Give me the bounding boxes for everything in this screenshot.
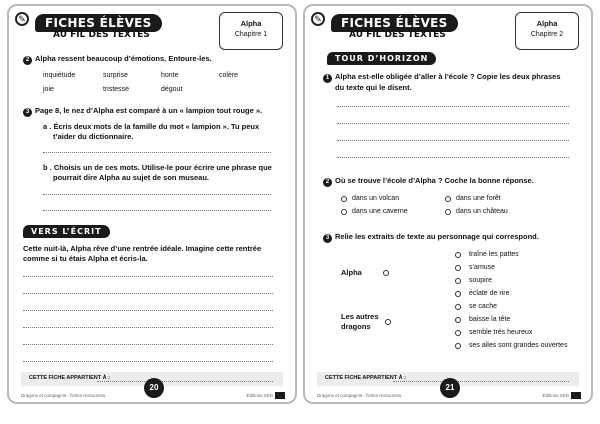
- publisher-logo: [275, 392, 285, 399]
- writing-line1: Cette nuit-là, Alpha rêve d’une rentrée idéale. Imagine cette rentrée: [23, 244, 262, 253]
- emotion-word[interactable]: tristesse: [103, 86, 130, 93]
- emotion-word[interactable]: surprise: [103, 72, 128, 79]
- chapter-subtitle: Chapitre 2: [530, 31, 564, 38]
- link-dot[interactable]: [455, 304, 461, 310]
- right-page: [303, 4, 593, 404]
- emotion-word[interactable]: honte: [161, 72, 179, 79]
- answer-line[interactable]: [337, 157, 569, 158]
- chapter-title: Alpha: [240, 19, 262, 28]
- writing-line[interactable]: [23, 293, 273, 294]
- link-dot[interactable]: [455, 252, 461, 258]
- answer-line[interactable]: [43, 194, 271, 195]
- credit-left: Dragons et compagnie - fiches ressources: [317, 393, 402, 398]
- question-3: [23, 106, 262, 117]
- extract-label: soupire: [469, 277, 492, 284]
- extract-label: semble très heureux: [469, 329, 533, 336]
- writing-line[interactable]: [23, 344, 273, 345]
- subquestion-text-line1: Choisis un de ces mots. Utilise-le pour écrire une phrase que: [53, 163, 272, 172]
- writing-line[interactable]: [23, 327, 273, 328]
- question-text: Page 8, le nez d’Alpha est comparé à un « lampion tout rouge ».: [35, 106, 263, 115]
- emotion-word[interactable]: joie: [43, 86, 54, 93]
- header-subtitle: AU FIL DES TEXTES: [53, 30, 150, 40]
- subquestion-text-line1: Écris deux mots de la famille du mot « lampion ». Tu peux: [53, 122, 260, 131]
- link-dot[interactable]: [385, 319, 391, 325]
- answer-line[interactable]: [337, 123, 569, 124]
- writing-line2: comme si tu étais Alpha et écris-la.: [23, 254, 148, 263]
- name-line[interactable]: [97, 381, 273, 382]
- link-dot[interactable]: [455, 317, 461, 323]
- footer-label: CETTE FICHE APPARTIENT À :: [325, 375, 406, 381]
- chapter-title: Alpha: [536, 19, 558, 28]
- chapter-box: [219, 12, 283, 50]
- subquestion-a: [43, 122, 259, 142]
- question-text: Alpha ressent beaucoup d’émotions. Entoure-les.: [35, 54, 212, 63]
- footer-label: CETTE FICHE APPARTIENT À :: [29, 375, 110, 381]
- link-dot[interactable]: [455, 291, 461, 297]
- character-dragons: [341, 312, 379, 332]
- question-number: 3: [23, 108, 32, 117]
- extract-label: s’amuse: [469, 264, 496, 271]
- writing-line[interactable]: [23, 361, 273, 362]
- extract-label: se cache: [469, 303, 498, 310]
- question-1: [323, 72, 561, 93]
- choice-radio[interactable]: [341, 196, 347, 202]
- answer-line[interactable]: [43, 152, 271, 153]
- answer-line[interactable]: [337, 140, 569, 141]
- link-dot[interactable]: [455, 343, 461, 349]
- choice-radio[interactable]: [445, 196, 451, 202]
- choice-label: dans un volcan: [352, 195, 400, 202]
- header-title: FICHES ÉLÈVES: [331, 14, 458, 32]
- page-number: 20: [144, 378, 164, 398]
- publisher-logo: [571, 392, 581, 399]
- emotion-word[interactable]: inquiétude: [43, 72, 76, 79]
- extract-label: baisse la tête: [469, 316, 511, 323]
- question-number: 2: [323, 178, 332, 187]
- question-text: Relie les extraits de texte au personnage qui correspond.: [335, 232, 539, 241]
- choice-radio[interactable]: [341, 209, 347, 215]
- chapter-subtitle: Chapitre 1: [234, 31, 268, 38]
- choice-label: dans un château: [456, 208, 508, 215]
- link-dot[interactable]: [455, 278, 461, 284]
- left-page: [7, 4, 297, 404]
- link-dot[interactable]: [455, 265, 461, 271]
- question-2: [323, 176, 534, 187]
- subquestion-label: a .: [43, 122, 52, 131]
- question-number: 2: [23, 56, 32, 65]
- question-number: 1: [323, 74, 332, 83]
- subquestion-text-line2: pourrait dire Alpha au sujet de son museau.: [53, 173, 210, 182]
- header-subtitle: AU FIL DES TEXTES: [349, 30, 446, 40]
- writing-line[interactable]: [23, 310, 273, 311]
- question-text-line2: du texte qui le disent.: [335, 83, 412, 92]
- extract-label: ses ailes sont grandes ouvertes: [469, 342, 568, 349]
- subquestion-b: [43, 163, 272, 183]
- subquestion-label: b .: [43, 163, 52, 172]
- credit-right: Éditions SED: [246, 393, 273, 398]
- character-dragons-line1: Les autres: [341, 312, 379, 321]
- character-dragons-line2: dragons: [341, 322, 371, 331]
- writing-instructions: [23, 244, 261, 264]
- name-line[interactable]: [393, 381, 569, 382]
- question-2: [23, 54, 212, 65]
- pencil-icon: ✎: [311, 12, 325, 26]
- answer-line[interactable]: [337, 106, 569, 107]
- link-dot[interactable]: [455, 330, 461, 336]
- extract-label: éclate de rire: [469, 290, 510, 297]
- pencil-icon: ✎: [15, 12, 29, 26]
- answer-line[interactable]: [43, 210, 271, 211]
- credit-right: Éditions SED: [542, 393, 569, 398]
- chapter-box: [515, 12, 579, 50]
- subquestion-text-line2: t’aider du dictionnaire.: [53, 132, 134, 141]
- writing-line[interactable]: [23, 276, 273, 277]
- page-number: 21: [440, 378, 460, 398]
- question-number: 3: [323, 234, 332, 243]
- question-3: [323, 232, 539, 243]
- character-alpha: Alpha: [341, 268, 362, 277]
- link-dot[interactable]: [383, 270, 389, 276]
- emotion-word[interactable]: dégout: [161, 86, 183, 93]
- section-title: TOUR D’HORIZON: [327, 52, 436, 65]
- choice-label: dans une caverne: [352, 208, 408, 215]
- header-title: FICHES ÉLÈVES: [35, 14, 162, 32]
- section-title: VERS L’ÉCRIT: [23, 225, 110, 238]
- emotion-word[interactable]: colère: [219, 72, 239, 79]
- question-text-line1: Alpha est-elle obligée d’aller à l’école ? Copie les deux phrases: [335, 72, 561, 81]
- choice-radio[interactable]: [445, 209, 451, 215]
- choice-label: dans une forêt: [456, 195, 501, 202]
- extract-label: traîne les pattes: [469, 251, 519, 258]
- credit-left: Dragons et compagnie - fiches ressources: [21, 393, 106, 398]
- question-text: Où se trouve l’école d’Alpha ? Coche la bonne réponse.: [335, 176, 534, 185]
